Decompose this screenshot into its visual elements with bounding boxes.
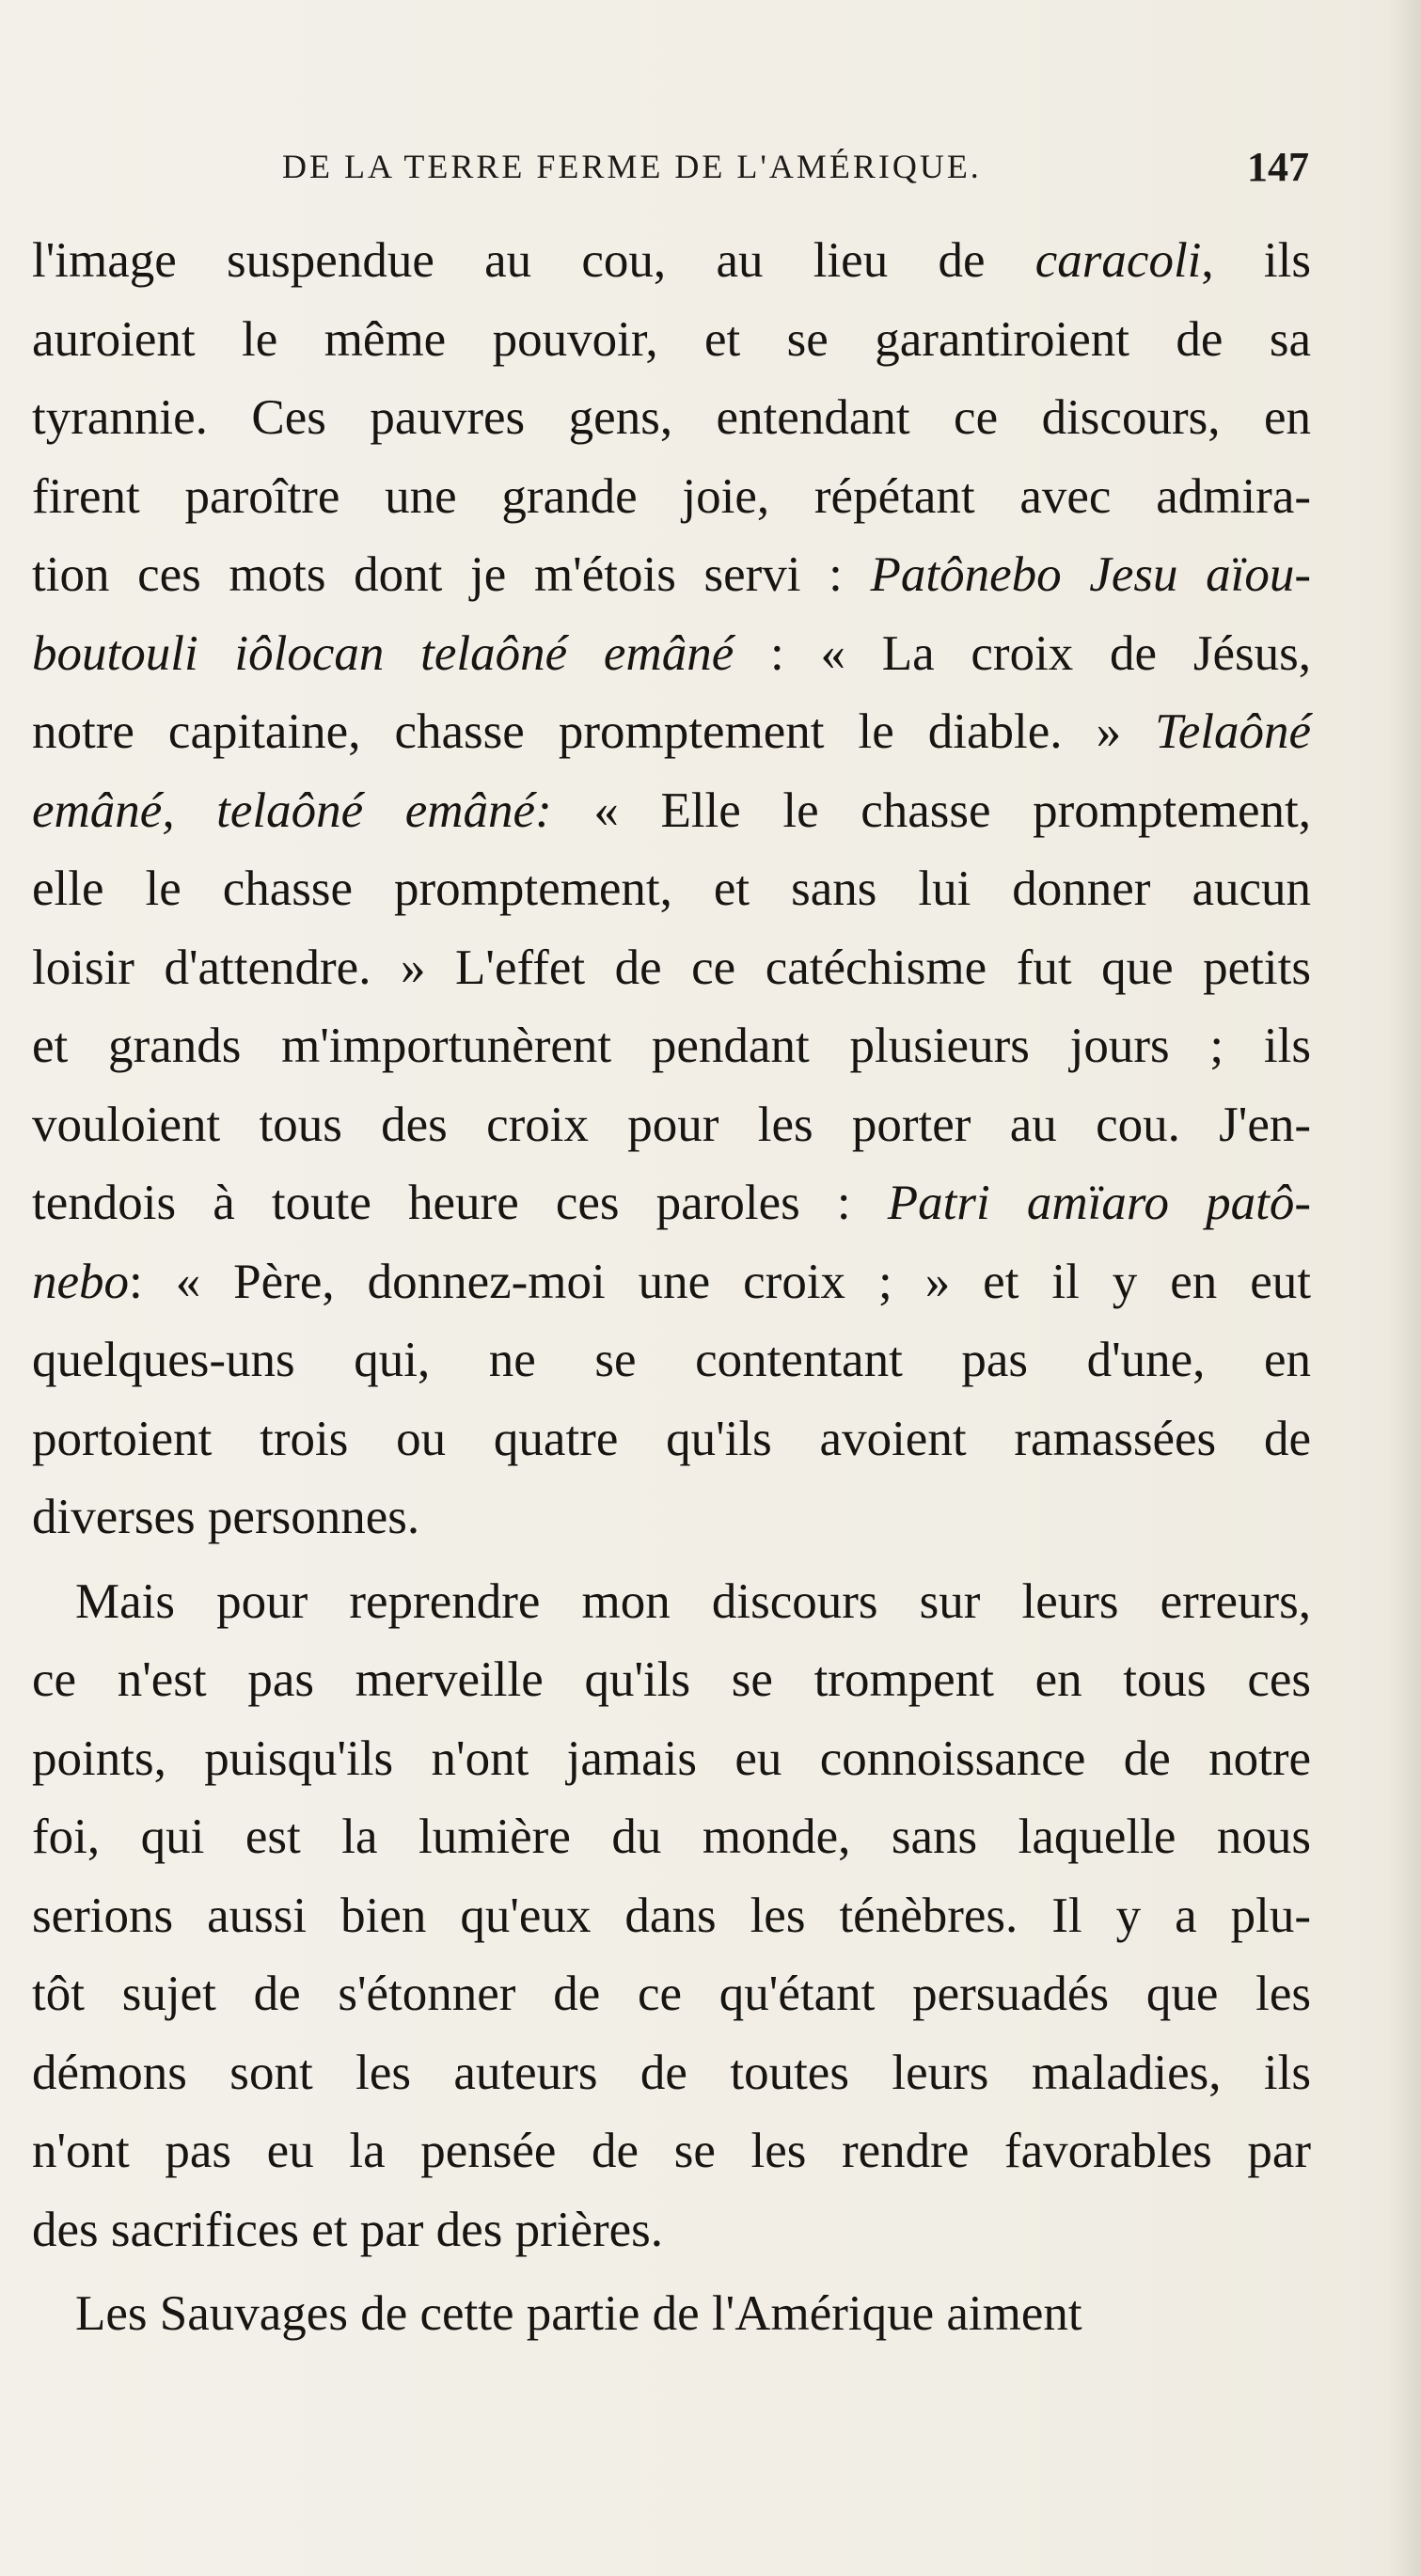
text-segment: notre capitaine, chasse promptement le diable. » xyxy=(32,704,1156,759)
text-line xyxy=(32,1641,1311,1720)
text-line xyxy=(32,615,1311,694)
text-segment: quelques-uns qui, ne se contentant pas d'une, en xyxy=(32,1333,1311,1387)
text-line xyxy=(32,2034,1311,2113)
text-segment: et grands m'importunèrent pendant plusieurs jours ; ils xyxy=(32,1019,1311,1073)
text-line xyxy=(32,1400,1311,1479)
text-line xyxy=(32,379,1311,458)
text-segment: , ils xyxy=(1201,233,1311,288)
text-segment: des sacrifices et par des prières. xyxy=(32,2202,664,2257)
body-text xyxy=(32,222,1311,2354)
text-line xyxy=(32,929,1311,1008)
italic-phrase: Patônebo Jesu aïou- xyxy=(870,547,1312,602)
text-segment: tion ces mots dont je m'étois servi : xyxy=(32,547,871,602)
page-edge-shadow xyxy=(1387,0,1421,2576)
italic-phrase: Telaôné xyxy=(1155,704,1311,759)
page-header xyxy=(282,144,1317,203)
text-line xyxy=(32,1798,1311,1877)
text-segment: portoient trois ou quatre qu'ils avoient ramassées de xyxy=(32,1411,1311,1466)
text-line xyxy=(32,1955,1311,2034)
text-line xyxy=(32,1877,1311,1956)
text-line xyxy=(32,2112,1311,2191)
text-line xyxy=(32,693,1311,772)
text-segment: l'image suspendue au cou, au lieu de xyxy=(32,233,1035,288)
text-line xyxy=(32,1321,1311,1400)
text-line xyxy=(32,1086,1311,1165)
text-segment: tôt sujet de s'étonner de ce qu'étant persuadés que les xyxy=(32,1967,1311,2021)
text-segment: Les Sauvages de cette partie de l'Amérique aiment xyxy=(75,2286,1082,2341)
text-segment: ce n'est pas merveille qu'ils se trompent en tous ces xyxy=(32,1652,1311,1707)
text-segment: diverses personnes. xyxy=(32,1490,420,1544)
text-line xyxy=(32,1243,1311,1322)
italic-phrase: boutouli iôlocan telaôné emâné xyxy=(32,625,734,681)
text-segment: firent paroître une grande joie, répétant avec admira- xyxy=(32,468,1311,524)
text-segment: auroient le même pouvoir, et se garantiroient de sa xyxy=(32,311,1311,367)
text-line xyxy=(32,772,1311,851)
text-segment: tendois à toute heure ces paroles : xyxy=(32,1176,888,1230)
text-segment: tyrannie. Ces pauvres gens, entendant ce discours, en xyxy=(32,390,1311,445)
text-line xyxy=(32,2275,1311,2354)
italic-phrase: nebo xyxy=(32,1254,130,1309)
text-segment: elle le chasse promptement, et sans lui donner aucun xyxy=(32,861,1311,916)
italic-phrase: caracoli xyxy=(1034,233,1202,288)
text-line xyxy=(32,1007,1311,1086)
text-segment: n'ont pas eu la pensée de se les rendre favorables par xyxy=(32,2124,1311,2178)
text-segment: : « La croix de Jésus, xyxy=(734,625,1311,681)
text-line xyxy=(32,458,1311,537)
italic-phrase: Patri amïaro patô- xyxy=(887,1176,1311,1230)
text-segment: « Elle le chasse promptement, xyxy=(551,782,1311,838)
text-line xyxy=(32,1720,1311,1799)
text-line xyxy=(32,2191,1311,2270)
text-segment: démons sont les auteurs de toutes leurs maladies, ils xyxy=(32,2045,1311,2100)
text-segment: vouloient tous des croix pour les porter au cou. J'en- xyxy=(32,1097,1311,1152)
page-number: 147 xyxy=(1247,144,1309,190)
text-segment: points, puisqu'ils n'ont jamais eu connoissance de notre xyxy=(32,1731,1311,1786)
running-title: DE LA TERRE FERME DE L'AMÉRIQUE. xyxy=(282,148,982,185)
text-segment: : « Père, donnez-moi une croix ; » et il y en eut xyxy=(129,1254,1311,1309)
text-segment: serions aussi bien qu'eux dans les ténèbres. Il y a plu- xyxy=(32,1888,1311,1943)
text-line xyxy=(32,850,1311,929)
italic-phrase: emâné, telaôné emâné: xyxy=(32,782,552,838)
text-segment: foi, qui est la lumière du monde, sans laquelle nous xyxy=(32,1810,1311,1864)
text-segment: loisir d'attendre. » L'effet de ce catéchisme fut que petits xyxy=(32,940,1311,995)
text-line xyxy=(32,1164,1311,1243)
text-segment: Mais pour reprendre mon discours sur leurs erreurs, xyxy=(75,1573,1311,1629)
text-line xyxy=(32,1478,1311,1557)
text-line xyxy=(32,536,1311,615)
text-line xyxy=(32,301,1311,380)
text-line xyxy=(32,1563,1311,1642)
text-line xyxy=(32,222,1311,301)
